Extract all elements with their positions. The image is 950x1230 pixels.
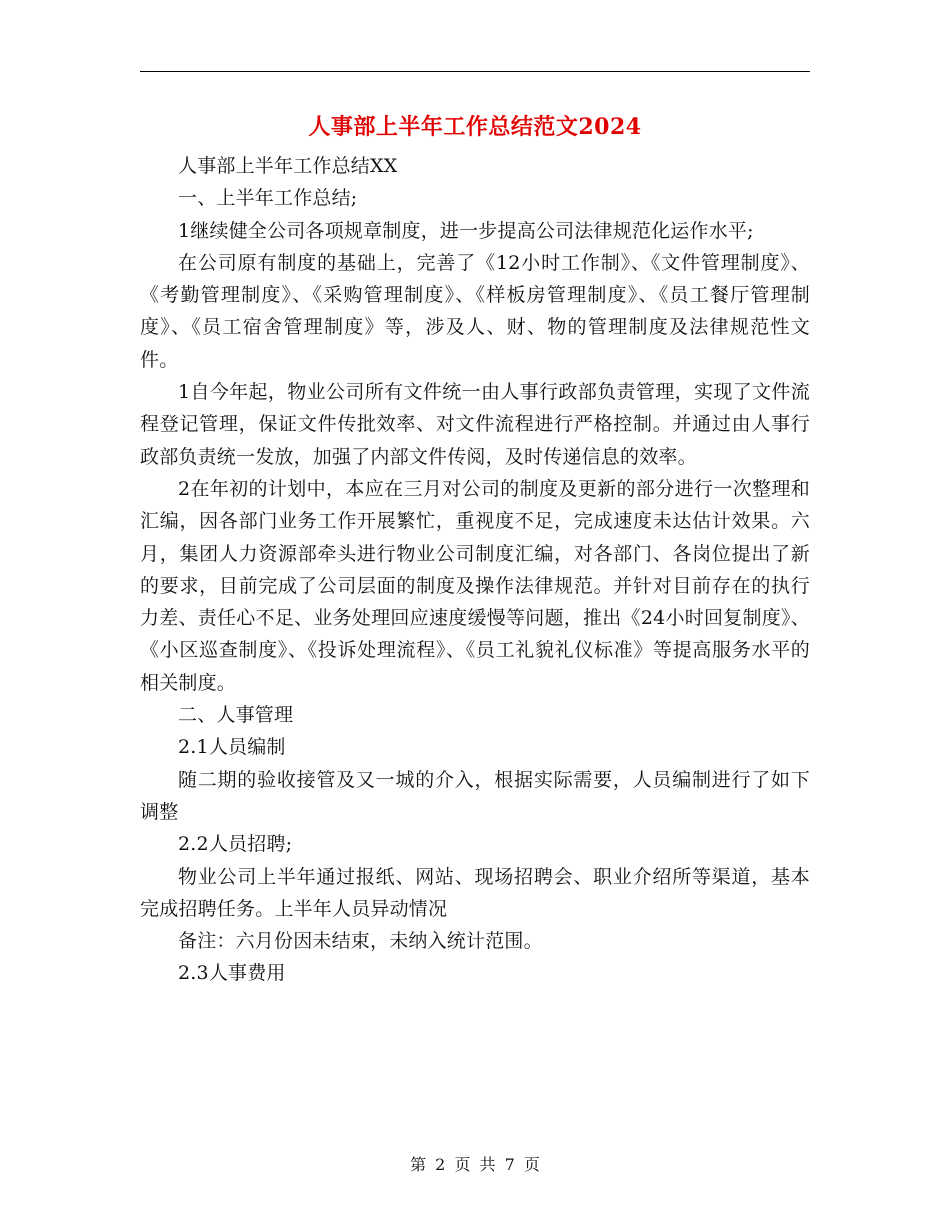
paragraph-summary-heading: 人事部上半年工作总结XX bbox=[178, 155, 398, 177]
paragraph-staffing-detail: 随二期的验收接管及又一城的介入，根据实际需要，人员编制进行了如下调整 bbox=[140, 768, 810, 823]
paragraph-remark: 备注：六月份因未结束，未纳入统计范围。 bbox=[178, 930, 543, 953]
document-title: 人事部上半年工作总结范文2024 bbox=[308, 114, 642, 140]
paragraph-section-one-heading: 一、上半年工作总结; bbox=[178, 187, 358, 210]
paragraph-document-management: 1自今年起，物业公司所有文件统一由人事行政部负责管理，实现了文件流程登记管理，保证文件传批效率、对文件流程进行严格控制。并通过由人事行政部负责统一发放，加强了内部文件传阅，及时传递信息的效率。 bbox=[140, 381, 810, 468]
paragraph-recruitment-detail: 物业公司上半年通过报纸、网站、现场招聘会、职业介绍所等渠道，基本完成招聘任务。上半年人员异动情况 bbox=[140, 865, 810, 920]
page-number: 第 2 页 共 7 页 bbox=[410, 1155, 540, 1174]
paragraph-section-two-heading: 二、人事管理 bbox=[178, 704, 294, 727]
document-body bbox=[140, 150, 810, 990]
paragraph-hr-cost-heading: 2.3人事费用 bbox=[178, 962, 286, 985]
paragraph-rules-detail: 在公司原有制度的基础上，完善了《12小时工作制》、《文件管理制度》、《考勤管理制度》、《采购管理制度》、《样板房管理制度》、《员工餐厅管理制度》、《员工宿舍管理制度》等，涉及人、财、物的管理制度及法律规范性文件。 bbox=[140, 251, 810, 371]
paragraph-rules-improvement: 1继续健全公司各项规章制度，进一步提高公司法律规范化运作水平; bbox=[178, 219, 754, 242]
paragraph-staffing-heading: 2.1人员编制 bbox=[178, 736, 286, 759]
header-rule bbox=[140, 71, 810, 72]
paragraph-compilation-plan: 2在年初的计划中，本应在三月对公司的制度及更新的部分进行一次整理和汇编，因各部门业务工作开展繁忙，重视度不足，完成速度未达估计效果。六月，集团人力资源部牵头进行物业公司制度汇编，对各部门、各岗位提出了新的要求，目前完成了公司层面的制度及操作法律规范。并针对目前存在的执行力差、责任心不足、业务处理回应速度缓慢等问题，推出《24小时回复制度》、《小区巡查制度》、《投诉处理流程》、《员工礼貌礼仪标准》等提高服务水平的相关制度。 bbox=[140, 477, 810, 694]
paragraph-recruitment-heading: 2.2人员招聘; bbox=[178, 833, 293, 856]
